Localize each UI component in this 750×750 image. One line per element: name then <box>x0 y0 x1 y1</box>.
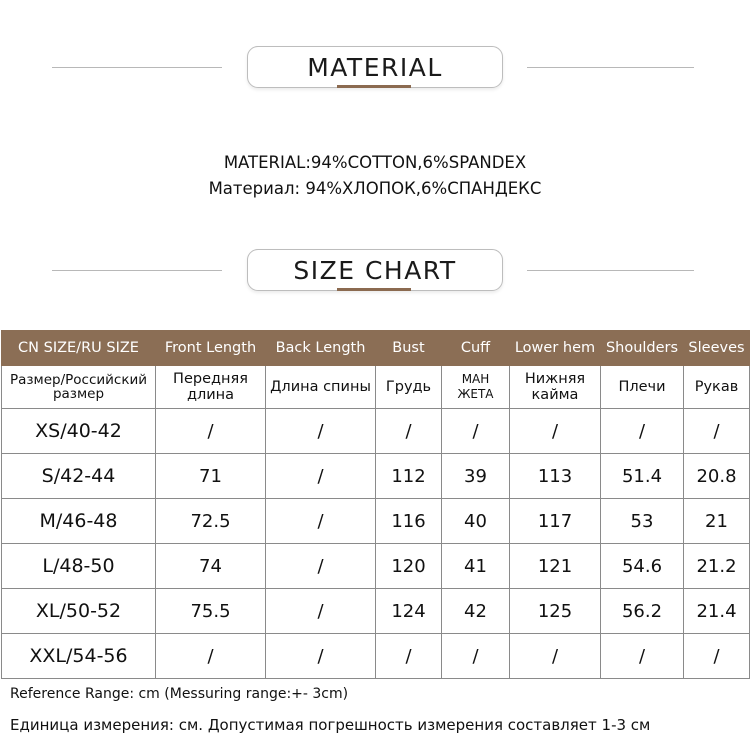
header-ru-size: Размер/Российский размер <box>2 366 156 409</box>
table-cell: / <box>156 634 266 679</box>
table-cell: 56.2 <box>601 589 684 634</box>
table-cell: / <box>601 409 684 454</box>
size-chart-heading-block <box>0 241 750 301</box>
table-cell: 21 <box>684 499 750 544</box>
table-cell: 20.8 <box>684 454 750 499</box>
material-heading-block <box>0 38 750 98</box>
table-cell: / <box>266 544 376 589</box>
table-cell: / <box>266 589 376 634</box>
table-cell: / <box>376 409 442 454</box>
table-cell: / <box>684 634 750 679</box>
material-heading: MATERIAL <box>247 46 503 88</box>
table-cell-size: XS/40-42 <box>2 409 156 454</box>
table-cell: 51.4 <box>601 454 684 499</box>
table-cell: 72.5 <box>156 499 266 544</box>
table-cell: / <box>266 409 376 454</box>
material-description <box>0 150 750 202</box>
header-ru-lower-hem: Нижняя кайма <box>510 366 601 409</box>
table-cell: 40 <box>442 499 510 544</box>
header-ru-cuff: МАН ЖЕТА <box>442 366 510 409</box>
table-cell: 53 <box>601 499 684 544</box>
header-back-length: Back Length <box>266 331 376 366</box>
table-header-row <box>2 331 750 366</box>
table-cell: / <box>684 409 750 454</box>
table-cell: 113 <box>510 454 601 499</box>
table-cell: / <box>156 409 266 454</box>
table-cell: / <box>442 409 510 454</box>
table-cell: 116 <box>376 499 442 544</box>
table-cell: 117 <box>510 499 601 544</box>
table-cell: 121 <box>510 544 601 589</box>
table-cell: 54.6 <box>601 544 684 589</box>
table-cell: 71 <box>156 454 266 499</box>
table-cell: 112 <box>376 454 442 499</box>
material-line-russian: Материал: 94%ХЛОПОК,6%СПАНДЕКС <box>208 179 542 198</box>
header-cuff: Cuff <box>442 331 510 366</box>
table-row <box>2 634 750 679</box>
table-cell: 39 <box>442 454 510 499</box>
table-cell: / <box>601 634 684 679</box>
table-cell-size: L/48-50 <box>2 544 156 589</box>
divider-line-right <box>527 270 694 271</box>
header-ru-back-length: Длина спины <box>266 366 376 409</box>
table-cell: 74 <box>156 544 266 589</box>
header-sleeves: Sleeves <box>684 331 750 366</box>
header-ru-sleeves: Рукав <box>684 366 750 409</box>
header-ru-front-length: Передняя длина <box>156 366 266 409</box>
table-cell: / <box>442 634 510 679</box>
table-cell: 125 <box>510 589 601 634</box>
table-cell: 75.5 <box>156 589 266 634</box>
table-cell: 42 <box>442 589 510 634</box>
table-cell-size: XXL/54-56 <box>2 634 156 679</box>
table-cell: / <box>510 634 601 679</box>
table-cell-size: XL/50-52 <box>2 589 156 634</box>
table-cell: / <box>376 634 442 679</box>
table-cell: 41 <box>442 544 510 589</box>
table-cell: 21.2 <box>684 544 750 589</box>
material-line-english: MATERIAL:94%COTTON,6%SPANDEX <box>223 153 527 172</box>
header-front-length: Front Length <box>156 331 266 366</box>
table-row <box>2 544 750 589</box>
table-row <box>2 499 750 544</box>
size-chart-table <box>1 330 750 679</box>
header-size: CN SIZE/RU SIZE <box>2 331 156 366</box>
table-cell-size: M/46-48 <box>2 499 156 544</box>
table-cell: / <box>266 634 376 679</box>
table-cell: / <box>266 499 376 544</box>
header-ru-bust: Грудь <box>376 366 442 409</box>
table-row <box>2 589 750 634</box>
header-ru-shoulders: Плечи <box>601 366 684 409</box>
table-cell: 21.4 <box>684 589 750 634</box>
reference-range-note-russian: Единица измерения: см. Допустимая погрешность измерения составляет 1-3 см <box>10 716 651 734</box>
divider-line-left <box>52 67 222 68</box>
table-cell: 124 <box>376 589 442 634</box>
table-header-row-russian <box>2 366 750 409</box>
divider-line-left <box>52 270 222 271</box>
heading-accent-bar <box>337 288 411 291</box>
table-cell: 120 <box>376 544 442 589</box>
table-row <box>2 454 750 499</box>
table-cell: / <box>510 409 601 454</box>
divider-line-right <box>527 67 694 68</box>
header-lower-hem: Lower hem <box>510 331 601 366</box>
table-cell-size: S/42-44 <box>2 454 156 499</box>
reference-range-note: Reference Range: cm (Messuring range:+- 3cm) <box>10 686 349 702</box>
table-row <box>2 409 750 454</box>
table-cell: / <box>266 454 376 499</box>
size-chart-heading: SIZE CHART <box>247 249 503 291</box>
header-bust: Bust <box>376 331 442 366</box>
heading-accent-bar <box>337 85 411 88</box>
header-shoulders: Shoulders <box>601 331 684 366</box>
